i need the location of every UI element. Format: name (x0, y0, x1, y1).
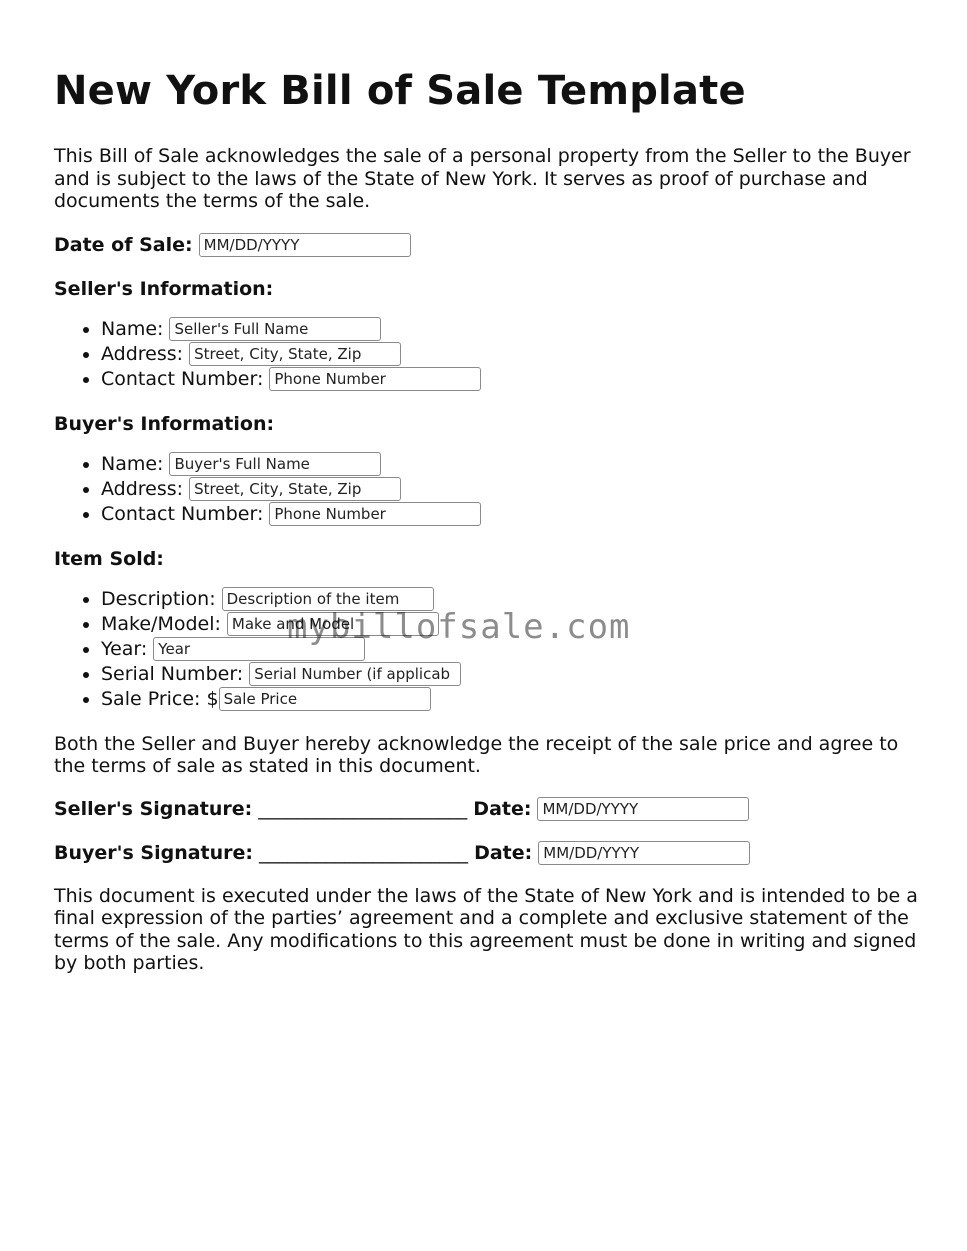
buyer-info-list (54, 452, 924, 527)
intro-paragraph: This Bill of Sale acknowledges the sale of a personal property from the Seller to the Buyer and is subject to the laws of the State of New York. It serves as proof of purchase and documents the terms of the sale. (54, 145, 911, 212)
item-price-label: • Sale Price: $ (101, 687, 219, 710)
seller-signature-date-input[interactable] (537, 797, 749, 821)
list-item (101, 452, 924, 477)
list-item (101, 317, 924, 342)
buyer-name-input[interactable] (169, 452, 381, 476)
item-year-label: • Year: (101, 637, 148, 660)
list-item (101, 502, 924, 527)
seller-contact-input[interactable] (269, 367, 481, 391)
date-of-sale-input[interactable] (199, 233, 411, 257)
list-item (101, 342, 924, 367)
seller-contact-label: • Contact Number: (101, 367, 264, 390)
item-make-input[interactable] (227, 612, 439, 636)
seller-address-label: • Address: (101, 342, 184, 365)
watermark-text: mybillofsale.com (287, 607, 631, 647)
item-serial-label: • Serial Number: (101, 662, 244, 685)
date-of-sale-label: Date of Sale: (54, 233, 193, 256)
buyer-heading: Buyer's Information: (54, 412, 275, 435)
item-heading: Item Sold: (54, 547, 164, 570)
list-item (101, 477, 924, 502)
buyer-signature-label: Buyer's Signature: (54, 841, 253, 864)
buyer-signature-date-input[interactable] (538, 841, 750, 865)
buyer-contact-label: • Contact Number: (101, 502, 264, 525)
seller-signature-row (54, 797, 924, 821)
list-item (101, 612, 924, 637)
seller-name-input[interactable] (169, 317, 381, 341)
list-item (101, 662, 924, 687)
seller-signature-line: ______________________ (252, 797, 474, 820)
item-serial-input[interactable] (249, 662, 461, 686)
closing-paragraph: This document is executed under the laws of the State of New York and is intended to be a final expression of the parties’ agreement and a complete and exclusive statement of the terms of the sale. Any modifications to this agreement must be done in writing and signed by both parties. (54, 884, 918, 974)
seller-signature-date-label: Date: (473, 797, 532, 820)
item-description-input[interactable] (222, 587, 434, 611)
buyer-address-input[interactable] (189, 477, 401, 501)
list-item (101, 637, 924, 662)
date-of-sale-row (54, 233, 924, 257)
item-make-label: • Make/Model: (101, 612, 221, 635)
seller-name-label: • Name: (101, 317, 164, 340)
page-title: New York Bill of Sale Template (54, 68, 746, 114)
buyer-signature-row (54, 841, 924, 865)
buyer-signature-line: ______________________ (253, 841, 475, 864)
item-year-input[interactable] (153, 637, 365, 661)
list-item (101, 587, 924, 612)
seller-signature-label: Seller's Signature: (54, 797, 253, 820)
buyer-contact-input[interactable] (269, 502, 481, 526)
item-info-list (54, 587, 924, 712)
seller-address-input[interactable] (189, 342, 401, 366)
buyer-name-label: • Name: (101, 452, 164, 475)
list-item (101, 367, 924, 392)
item-price-input[interactable] (219, 687, 431, 711)
seller-heading: Seller's Information: (54, 277, 274, 300)
acknowledgement-paragraph: Both the Seller and Buyer hereby acknowledge the receipt of the sale price and agree to the terms of sale as stated in this document. (54, 732, 899, 777)
buyer-signature-date-label: Date: (474, 841, 533, 864)
buyer-address-label: • Address: (101, 477, 184, 500)
item-description-label: • Description: (101, 587, 216, 610)
document-page (54, 66, 924, 975)
seller-info-list (54, 317, 924, 392)
list-item (101, 687, 924, 712)
